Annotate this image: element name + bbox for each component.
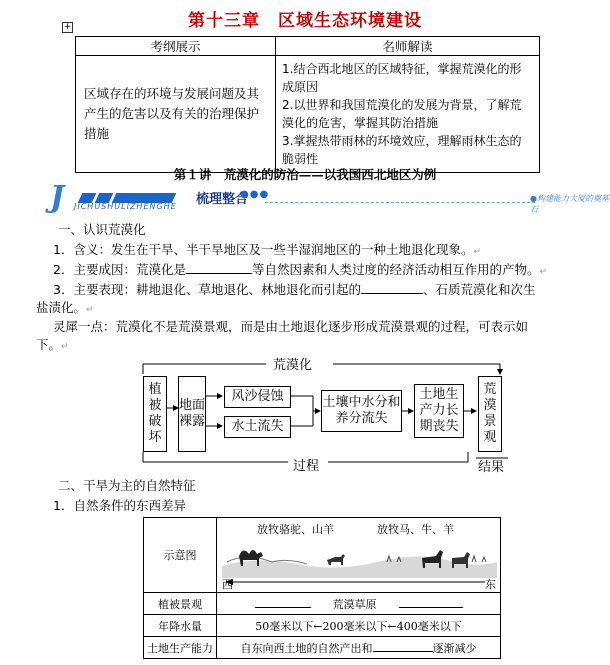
section1-item3-cont: 盐渍化。↵ bbox=[36, 300, 94, 315]
lecture-title: 第１讲 荒漠化的防治——以我国西北地区为例 bbox=[173, 167, 437, 182]
fill-blank[interactable] bbox=[186, 273, 252, 274]
outline-header-right: 名师解读 bbox=[276, 37, 540, 56]
banner-letter: J bbox=[50, 180, 65, 215]
section1-item2: 2．主要成因：荒漠化是 等自然因素和人类过度的经济活动相互作用的产物。↵ bbox=[53, 262, 548, 277]
diagram-west-label: 西 bbox=[222, 578, 233, 591]
chapter-title: 第十三章 区域生态环境建设 bbox=[188, 11, 422, 31]
table-move-handle-icon[interactable]: + bbox=[63, 22, 72, 32]
flow-bottom-label: 过程 bbox=[293, 459, 320, 474]
flow-box-bare-ground: 地面裸露 bbox=[178, 376, 206, 452]
fill-blank[interactable] bbox=[361, 293, 423, 294]
row-label-productivity: 土地生产能力 bbox=[144, 637, 217, 659]
outline-header-left: 考纲展示 bbox=[76, 37, 276, 56]
fill-blank[interactable] bbox=[255, 607, 311, 608]
landscape-values: 荒漠草原 bbox=[217, 593, 501, 615]
section1-heading: 一、认识荒漠化 bbox=[58, 222, 146, 237]
banner-bars-icon bbox=[80, 188, 180, 198]
tip-line-cont: 下。↵ bbox=[36, 337, 69, 352]
outline-right-cell bbox=[276, 56, 540, 173]
landscape-diagram-cell bbox=[217, 518, 501, 593]
flow-box-soil-erosion: 水土流失 bbox=[224, 416, 291, 438]
banner-dots-icon: ●●● bbox=[240, 189, 270, 200]
banner-slogan: ●构建能力大厦的奠基石 bbox=[530, 194, 609, 214]
outline-point-2: 2.以世界和我国荒漠化的发展为背景，了解荒漠化的危害，掌握其防治措施 bbox=[282, 98, 522, 130]
outline-point-1: 1.结合西北地区的区域特征，掌握荒漠化的形成原因 bbox=[282, 62, 522, 94]
row-label-diagram: 示意图 bbox=[144, 518, 217, 593]
flow-box-productivity-loss: 土地生产力长期丧失 bbox=[414, 384, 464, 438]
productivity-values: 自东向西土地的自然产出和 逐渐减少 bbox=[217, 637, 501, 659]
banner-pinyin: JICHUSHULIZHENGHE bbox=[74, 202, 177, 211]
row-label-landscape: 植被景观 bbox=[144, 593, 217, 615]
section1-item3: 3．主要表现：耕地退化、草地退化、林地退化而引起的 、石质荒漠化和次生 bbox=[53, 282, 536, 297]
banner-divider bbox=[265, 202, 535, 203]
flow-box-nutrient-loss: 土壤中水分和养分流失 bbox=[321, 390, 402, 432]
row-label-rainfall: 年降水量 bbox=[144, 615, 217, 637]
flow-top-label: 荒漠化 bbox=[273, 358, 313, 373]
outline-point-3: 3.掌握热带雨林的环境效应，理解雨林生态的脆弱性 bbox=[282, 134, 522, 166]
flow-result-label: 结果 bbox=[478, 460, 505, 475]
diagram-caption-west: 放牧骆驼、山羊 bbox=[257, 523, 334, 536]
diagram-caption-east: 放牧马、牛、羊 bbox=[377, 523, 454, 536]
section2-item1: 1．自然条件的东西差异 bbox=[53, 498, 186, 513]
banner-title: 梳理整合 bbox=[196, 192, 249, 207]
flow-box-vegetation: 植被破坏 bbox=[143, 376, 167, 452]
section2-heading: 二、干旱为主的自然特征 bbox=[58, 478, 196, 493]
fill-blank[interactable] bbox=[373, 651, 433, 652]
outline-table bbox=[75, 36, 540, 173]
tip-line: 灵犀一点：荒漠化不是荒漠景观，而是由土地退化逐步形成荒漠景观的过程，可表示如 bbox=[53, 319, 529, 334]
diagram-east-label: 东 bbox=[485, 578, 496, 591]
outline-left-cell: 区域存在的环境与发展问题及其产生的危害以及有关的治理保护措施 bbox=[76, 56, 276, 173]
desertification-flow-diagram bbox=[138, 346, 508, 474]
section1-item1: 1．含义：发生在干旱、半干旱地区及一些半湿润地区的一种土地退化现象。↵ bbox=[53, 242, 482, 257]
fill-blank[interactable] bbox=[399, 607, 463, 608]
rainfall-values: 50毫米以下←200毫米以下←400毫米以下 bbox=[217, 615, 501, 637]
flow-box-desert-landscape: 荒漠景观 bbox=[478, 376, 502, 452]
natural-conditions-table bbox=[143, 517, 501, 659]
flow-box-wind-erosion: 风沙侵蚀 bbox=[224, 386, 291, 408]
section-banner bbox=[40, 180, 610, 216]
